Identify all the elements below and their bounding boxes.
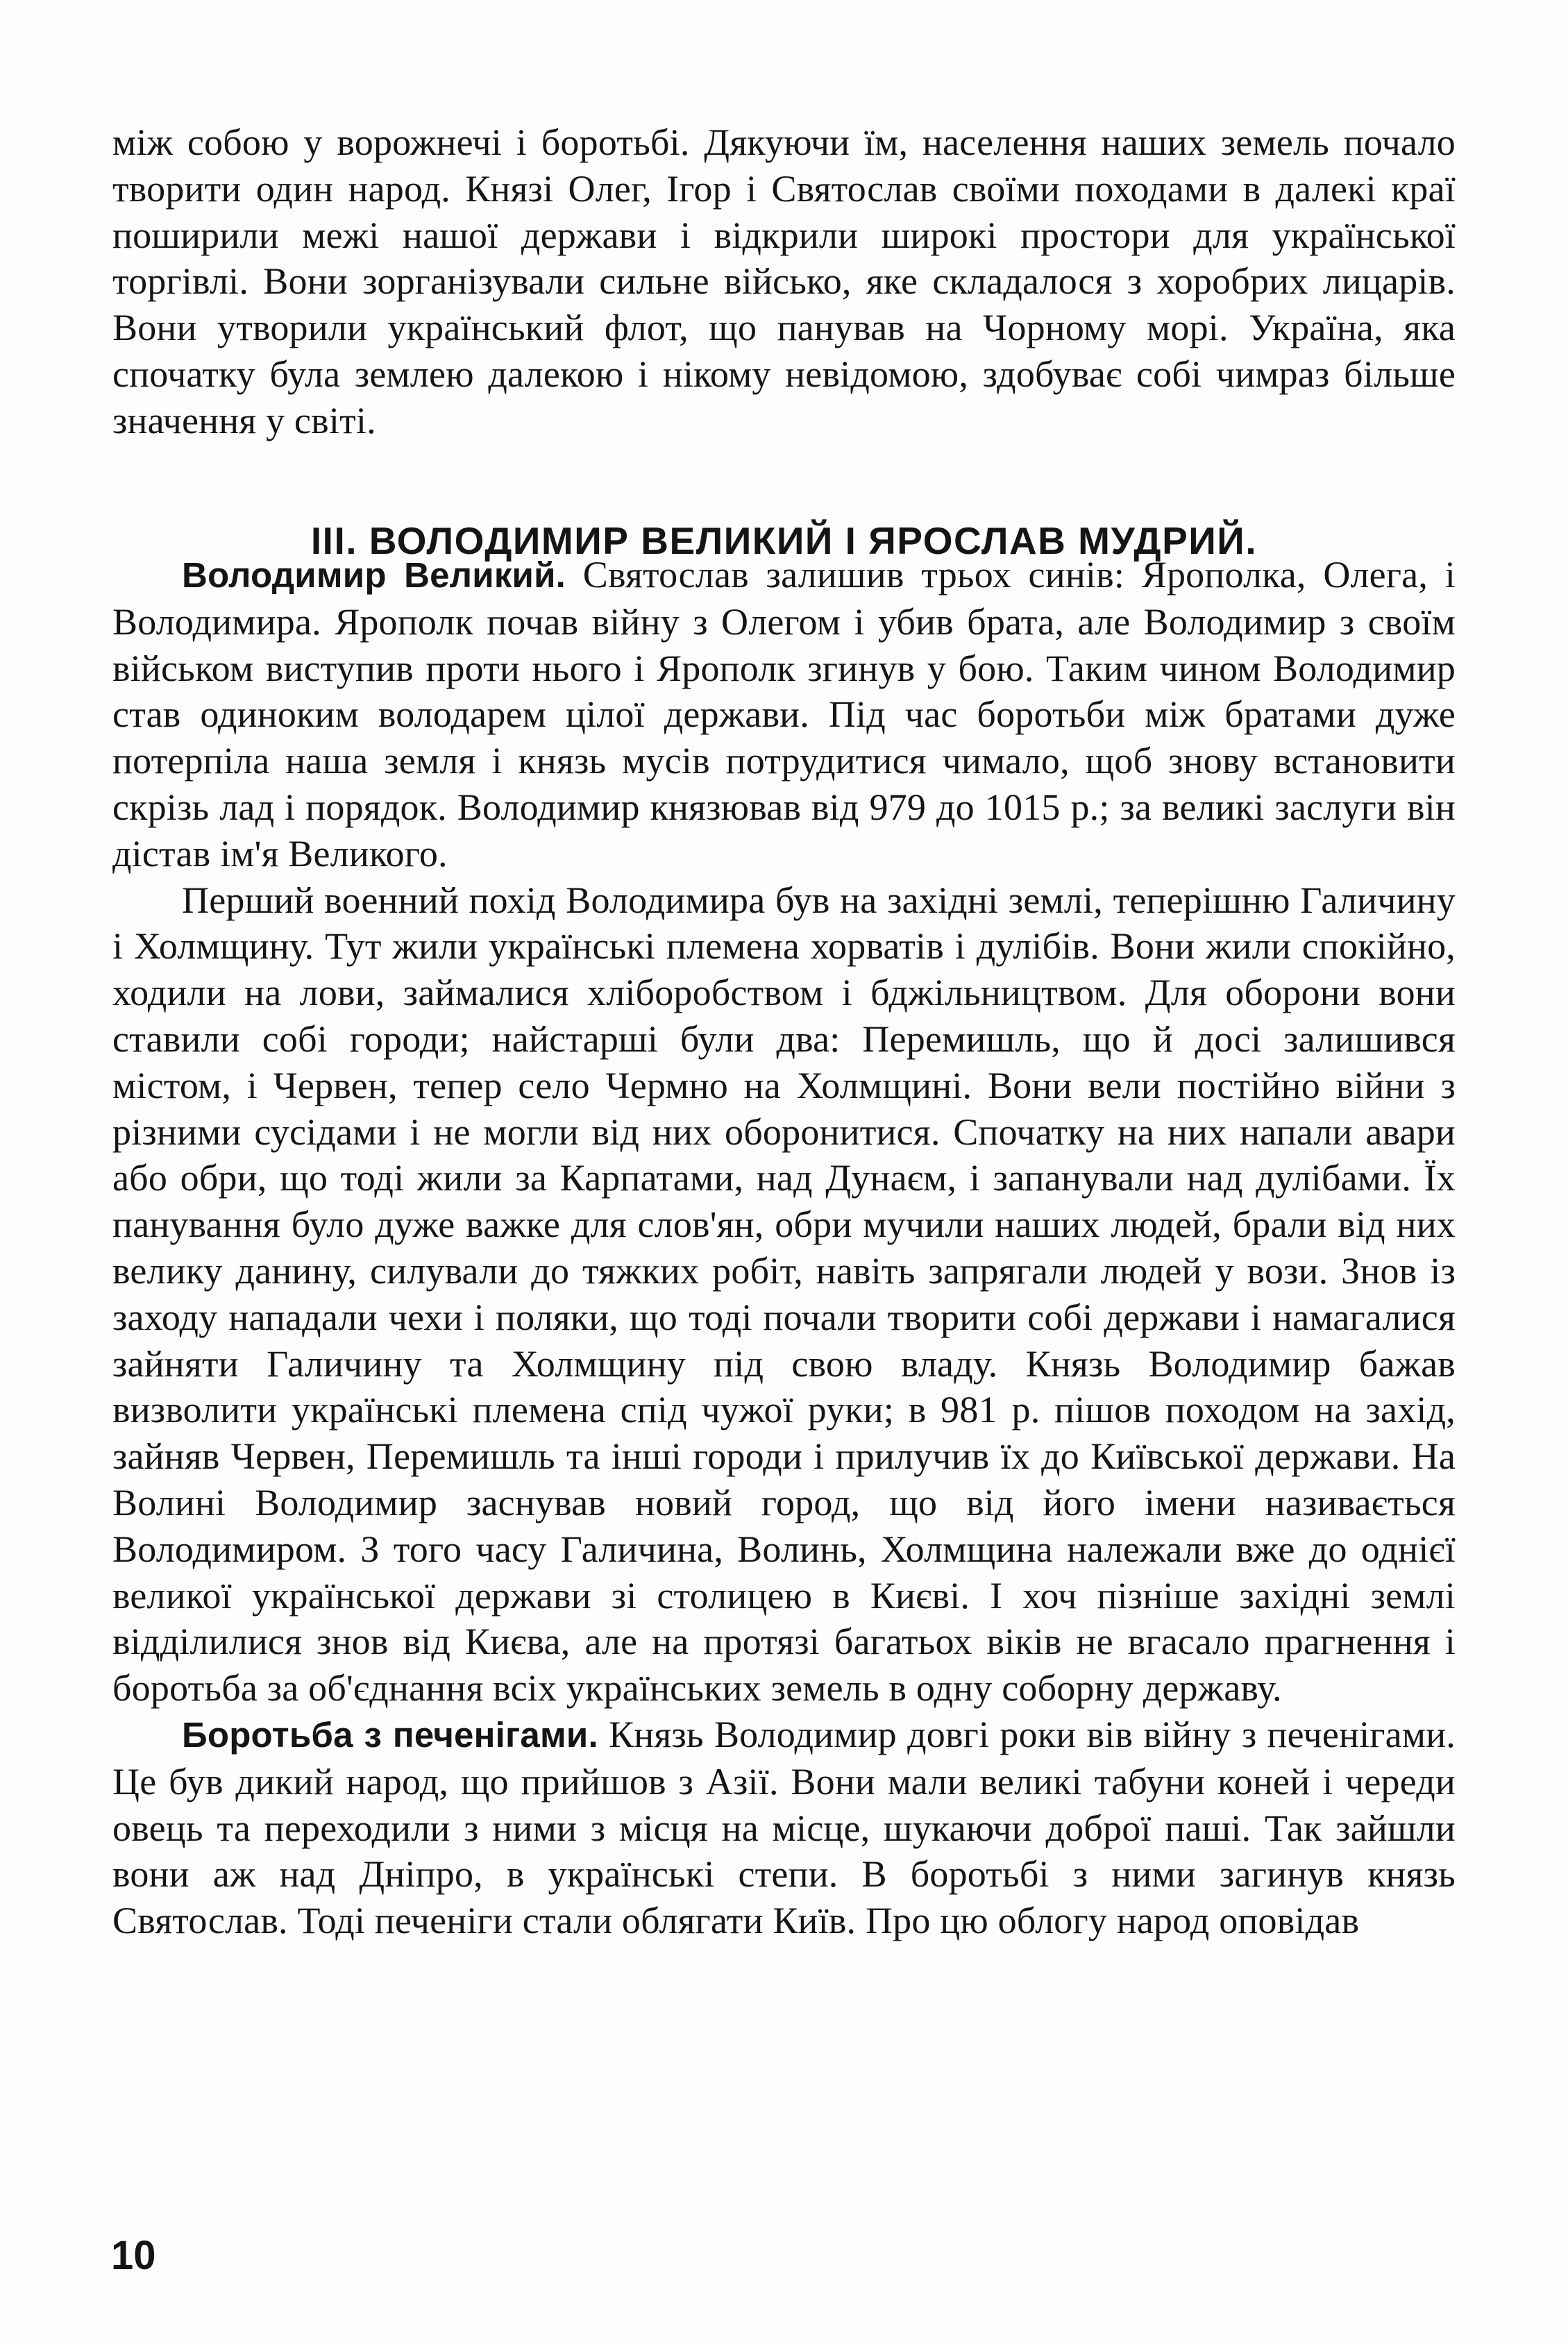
intro-paragraph: між собою у ворожнечі і боротьбі. Дякуючи їм, населення наших земель почало творити один народ. Князі Олег, Ігор і Святослав своїми походами в далекі краї поширили межі нашої держави і відкрили широкі простори для української торгівлі. Вони зорганізували сильне військо, яке складалося з хоробрих лицарів. Вони утворили український флот, що панував на Чорному морі. Україна, яка спочатку була землею далекою і нікому невідомою, здобуває собі чимраз більше значення у світі. [112, 121, 1456, 441]
paragraph-text: Перший военний похід Володимира був на західні землі, теперішню Галичину і Холмщину. Тут жили українські племена хорватів і дулібів. Вони жили спокійно, ходили на лови, займалися хліборобством і бджільництвом. Для оборони вони ставили собі городи; найстарші були два: Перемишль, що й досі залишився містом, і Червен, тепер село Чермно на Холмщині. Вони вели постійно війни з різними сусідами і не могли від них оборонитися. Спочатку на них напали авари або обри, що тоді жили за Карпатами, над Дунаєм, і запанували над дулібами. Їх панування було дуже важке для слов'ян, обри мучили наших людей, брали від них велику данину, силували до тяжких робіт, навіть запрягали людей у вози. Знов із заходу нападали чехи і поляки, що тоді почали творити собі держави і намагалися зайняти Галичину та Холмщину під свою владу. Князь Володимир бажав визволити українські племена спід чужої руки; в 981 р. пішов походом на захід, зайняв Червен, Перемишль та інші городи і прилучив їх до Київської держави. На Волині Володимир заснував новий город, що від його імени називається Володимиром. З того часу Галичина, Волинь, Холмщина належали вже до однієї великої української держави зі столицею в Києві. І хоч пізніше західні землі відділилися знов від Києва, але на протязі багатьох віків не вгасало прагнення і боротьба за об'єднання всіх українських земель в одну соборну державу. [112, 879, 1456, 1710]
paragraph-western-campaign [112, 877, 1456, 1712]
section-heading: III. ВОЛОДИМИР ВЕЛИКИЙ І ЯРОСЛАВ МУДРИЙ. [310, 518, 1258, 562]
paragraph-lead: Володимир Великий. [182, 555, 566, 595]
paragraph-text: Святослав залишив трьох синів: Ярополка, Олега, і Володимира. Ярополк почав війну з Олегом і убив брата, але Володимир з своїм військом виступив проти нього і Ярополк згинув у бою. Таким чином Володимир став одиноким володарем цілої держави. Під час боротьби між братами дуже потерпіла наша земля і князь мусів потрудитися чимало, щоб знову встановити скрізь лад і порядок. Володимир князював від 979 до 1015 р.; за великі заслуги він дістав ім'я Великого. [112, 554, 1456, 875]
paragraph-lead: Боротьба з печенігами. [182, 1714, 598, 1755]
section-body [112, 552, 1456, 1944]
paragraph-pechenegs [112, 1712, 1456, 1944]
paragraph-text: Князь Володимир довгі роки вів війну з печенігами. Це був дикий народ, що прийшов з Азії. Вони мали великі табуни коней і череди овець та переходили з ними з місця на місце, шукаючи доброї паші. Так зайшли вони аж над Дніпро, в українські степи. В боротьбі з ними загинув князь Святослав. Тоді печеніги стали облягати Київ. Про цю облогу народ оповідав [112, 1713, 1456, 1942]
paragraph-volodymyr-velykyi [112, 552, 1456, 877]
page-number: 10 [111, 2233, 156, 2278]
